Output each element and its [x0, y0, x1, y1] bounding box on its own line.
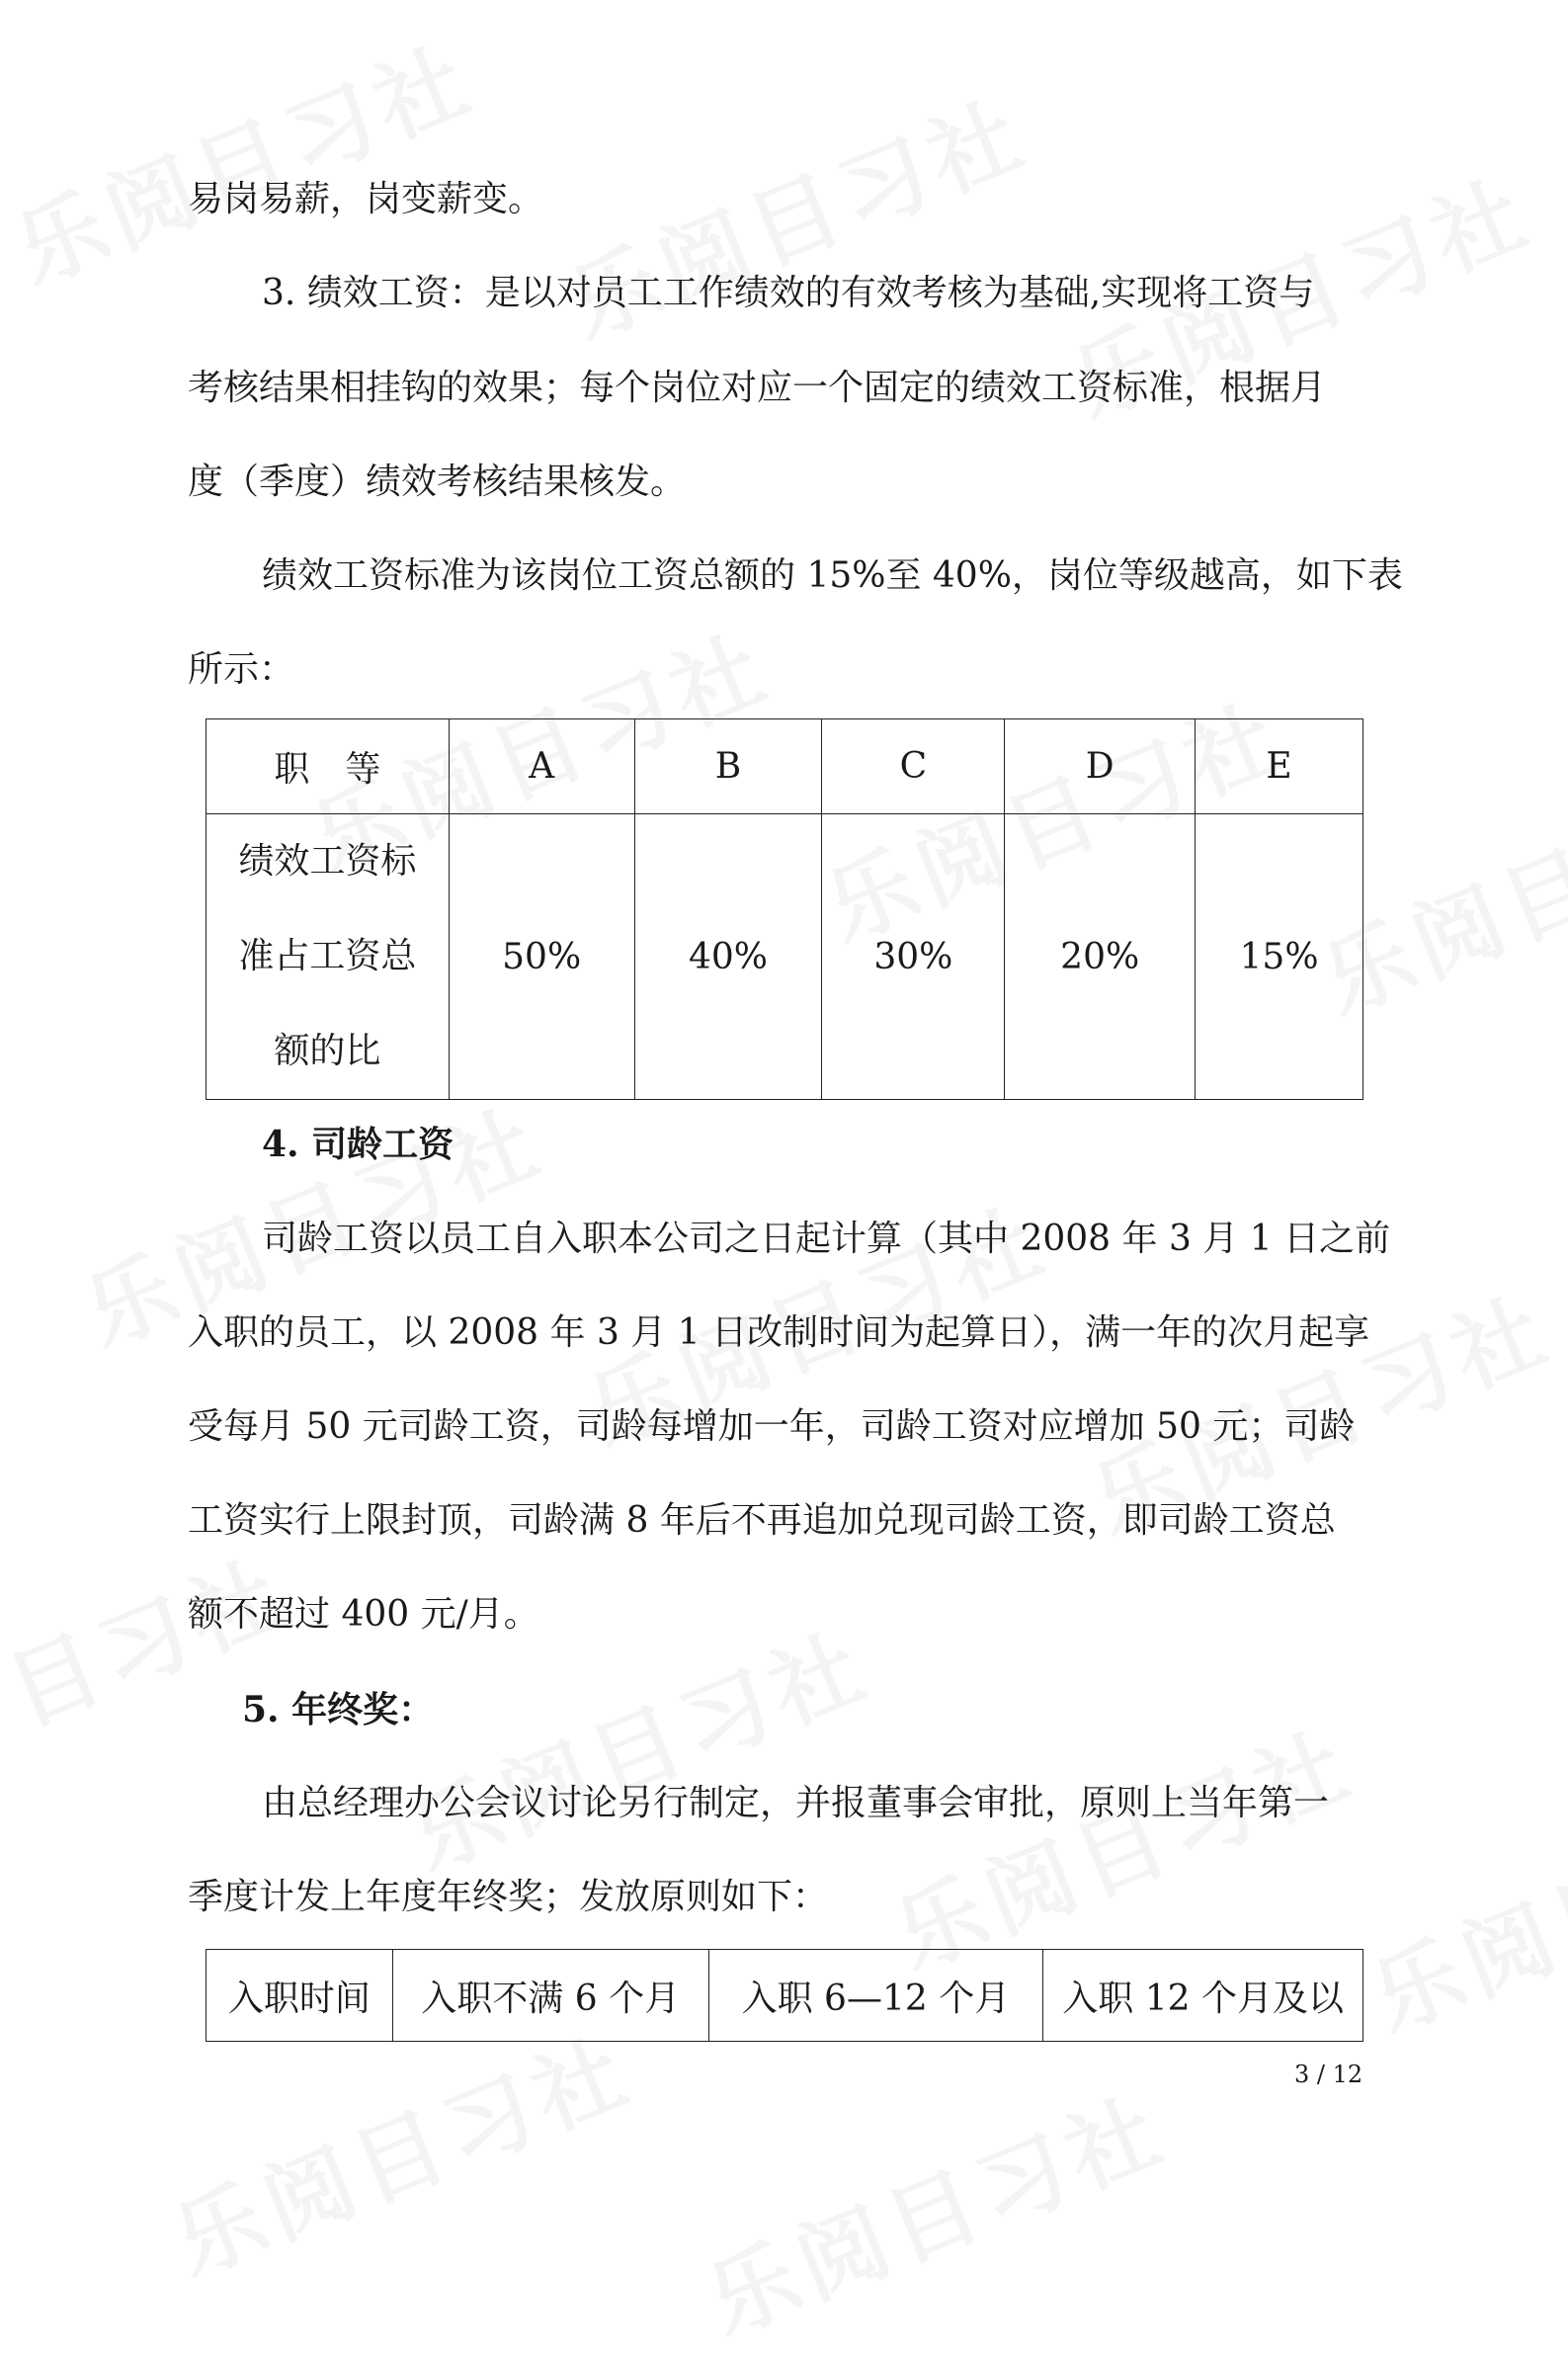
bonus-header-cell: 入职时间 [206, 1950, 393, 2042]
section-5-heading: 5. 年终奖： [242, 1689, 435, 1730]
ratio-value-cell: 30% [822, 814, 1005, 1100]
section-5-line: 由总经理办公会议讨论另行制定，并报董事会审批，原则上当年第一 [262, 1783, 1330, 1823]
grade-cell: E [1196, 719, 1363, 814]
ratio-label-line: 额的比 [274, 1031, 381, 1071]
watermark [1350, 1828, 1568, 2057]
section-3-line: 考核结果相挂钩的效果；每个岗位对应一个固定的绩效工资标准，根据月 [188, 368, 1327, 408]
section-4-line: 入职的员工，以 2008 年 3 月 1 日改制时间为起算日），满一年的次月起享 [188, 1312, 1370, 1353]
ratio-label-line: 绩效工资标 [238, 841, 417, 882]
ratio-label-cell [206, 814, 450, 1100]
ratio-value-cell: 40% [634, 814, 822, 1100]
grade-cell: A [449, 719, 634, 814]
standard-line: 绩效工资标准为该岗位工资总额的 15%至 40%，岗位等级越高，如下表 [262, 555, 1403, 596]
bonus-header-cell: 入职 12 个月及以 [1043, 1950, 1363, 2042]
section-4-line: 受每月 50 元司龄工资，司龄每增加一年，司龄工资对应增加 50 元；司龄 [188, 1406, 1356, 1447]
grade-header-cell: 职 等 [206, 719, 450, 814]
performance-pay-table [206, 718, 1363, 1100]
ratio-value-cell: 50% [449, 814, 634, 1100]
ratio-label-line: 准占工资总 [238, 936, 417, 976]
ratio-value-cell: 20% [1005, 814, 1196, 1100]
section-4-heading: 4. 司龄工资 [262, 1124, 454, 1165]
page-number: 3 / 12 [1294, 2061, 1363, 2088]
section-4-line: 司龄工资以员工自入职本公司之日起计算（其中 2008 年 3 月 1 日之前 [262, 1219, 1391, 1259]
bonus-table [206, 1949, 1363, 2042]
watermark [151, 1999, 648, 2300]
section-5-line: 季度计发上年度年终奖；发放原则如下： [188, 1877, 829, 1917]
section-4-line: 额不超过 400 元/月。 [188, 1594, 539, 1635]
watermark [388, 1594, 885, 1895]
grade-cell: D [1005, 719, 1196, 814]
section-3-line: 3. 绩效工资：是以对员工工作绩效的有效考核为基础,实现将工资与 [262, 273, 1315, 313]
bonus-header-cell: 入职 6—12 个月 [708, 1950, 1043, 2042]
grade-cell: B [634, 719, 822, 814]
grade-cell: C [822, 719, 1005, 814]
paragraph-line: 易岗易薪，岗变薪变。 [188, 179, 544, 219]
standard-line: 所示： [188, 649, 295, 690]
bonus-header-cell: 入职不满 6 个月 [392, 1950, 708, 2042]
watermark [685, 2059, 1182, 2359]
ratio-value-cell: 15% [1196, 814, 1363, 1100]
section-4-line: 工资实行上限封顶，司龄满 8 年后不再追加兑现司龄工资，即司龄工资总 [188, 1500, 1336, 1541]
section-3-line: 度（季度）绩效考核结果核发。 [188, 462, 687, 502]
watermark [0, 8, 491, 308]
